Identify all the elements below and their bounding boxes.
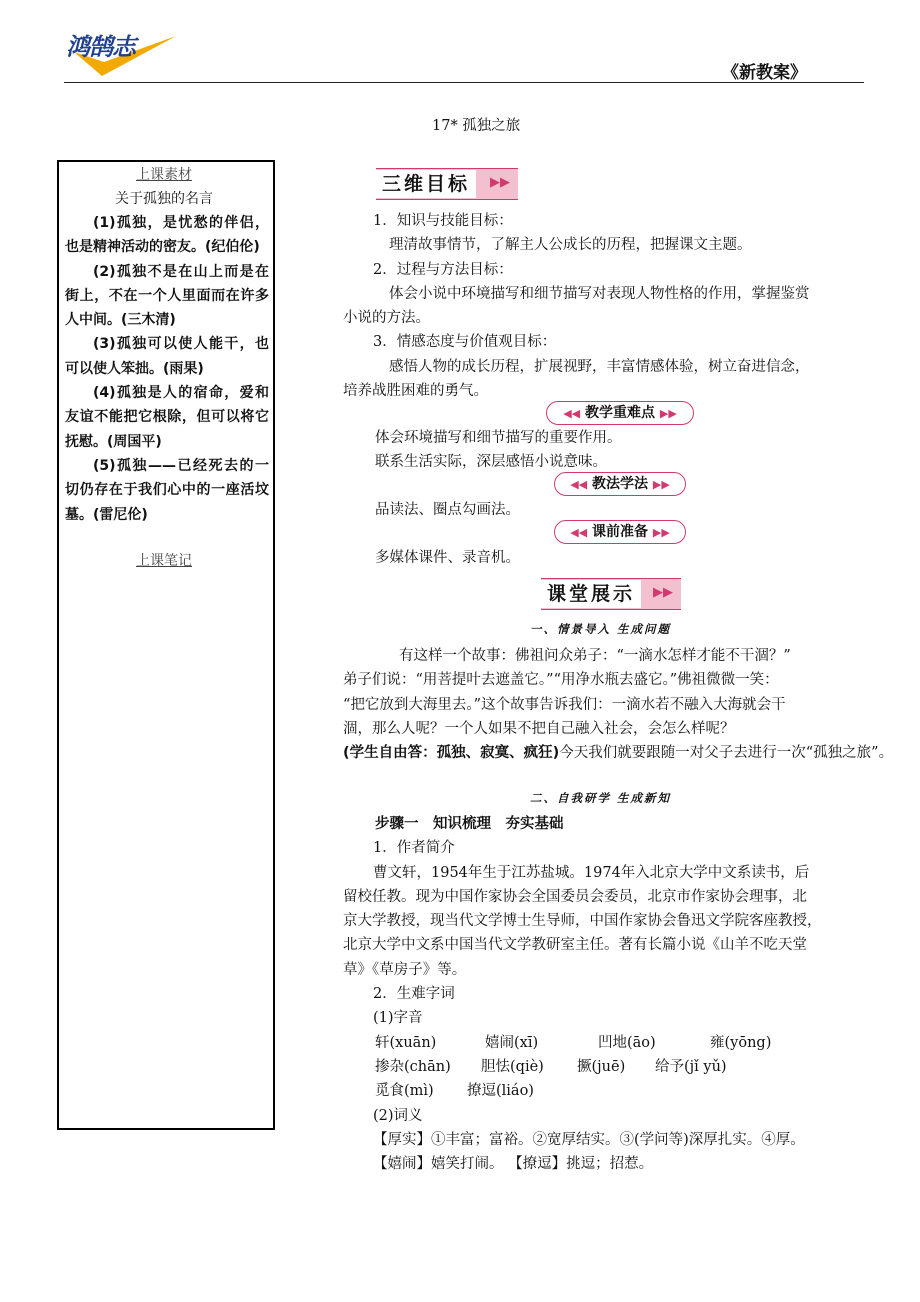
section1-line: 涸，那么人呢？一个人如果不把自己融入社会，会怎么样呢？ xyxy=(343,720,735,737)
pron-item: 觅食(mì) xyxy=(375,1083,434,1100)
header-tag: 《新教案》 xyxy=(722,63,807,83)
arrow-right-icon: ▶▶ xyxy=(659,407,677,420)
pron-row xyxy=(343,1031,868,1055)
quote-list xyxy=(65,211,269,527)
quote-item: (5)孤独——已经死去的一切仍存在于我们心中的一座活坟墓。(雷尼伦) xyxy=(65,457,269,523)
arrow-right-icon: ▶▶ xyxy=(652,526,670,539)
methods-banner xyxy=(554,472,686,496)
pron-item: 撩逗(liáo) xyxy=(467,1083,534,1100)
pron-row xyxy=(343,1055,868,1079)
double-arrow-icon: ▶▶ xyxy=(653,585,673,600)
header-rule xyxy=(64,82,864,83)
quotes-heading: 关于孤独的名言 xyxy=(115,191,213,207)
double-arrow-icon: ▶▶ xyxy=(490,175,510,190)
pron-row xyxy=(343,1079,868,1103)
notes-title: 上课笔记 xyxy=(136,553,192,569)
methods-label: 教法学法 xyxy=(592,476,648,492)
meaning-title: (2)词义 xyxy=(373,1107,423,1124)
key-points-label: 教学重难点 xyxy=(585,405,655,421)
goal-line: 感悟人物的成长历程，扩展视野，丰富情感体验，树立奋进信念， xyxy=(389,358,810,375)
arrow-left-icon: ◀◀ xyxy=(563,407,581,420)
section2-heading: 二、自我研学 生成新知 xyxy=(530,791,672,805)
arrow-right-icon: ▶▶ xyxy=(652,478,670,491)
section2-body xyxy=(343,812,868,1176)
pron-item: 撅(juē) xyxy=(577,1058,626,1075)
quote-item: (3)孤独可以使人能干，也可以使人笨拙。(雨果) xyxy=(65,336,269,377)
goal-line: 1．知识与技能目标： xyxy=(373,213,513,229)
key-point-line: 体会环境描写和细节描写的重要作用。 xyxy=(375,430,622,446)
section1-line: “把它放到大海里去。”这个故事告诉我们：一滴水若不融入大海就会干 xyxy=(343,696,786,713)
goals-block xyxy=(343,209,868,403)
section1-heading: 一、情景导入 生成问题 xyxy=(530,622,672,636)
quote-item: (1)孤独，是忧愁的伴侣，也是精神活动的密友。(纪伯伦) xyxy=(65,215,269,256)
author-line: 留校任教。现为中国作家协会全国委员会委员，北京市作家协会理事，北 xyxy=(343,888,807,905)
key-point-line: 联系生活实际，深层感悟小说意味。 xyxy=(375,454,607,471)
arrow-left-icon: ◀◀ xyxy=(570,478,588,491)
goal-line: 小说的方法。 xyxy=(343,310,430,327)
goals-banner xyxy=(376,168,518,200)
key-points-banner xyxy=(546,401,694,425)
pron-item: 掺杂(chān) xyxy=(375,1058,451,1075)
author-line: 北京大学中文系中国当代文学教研室主任。著有长篇小说《山羊不吃天堂 xyxy=(343,937,807,954)
author-title: 1．作者简介 xyxy=(373,840,455,857)
meaning-line: 【嬉闹】嬉笑打闹。 【撩逗】挑逗；招惹。 xyxy=(373,1156,654,1173)
goals-banner-label: 三维目标 xyxy=(376,170,476,198)
key-points-block xyxy=(343,426,900,475)
goal-line: 体会小说中环境描写和细节描写对表现人物性格的作用，掌握鉴赏 xyxy=(389,285,810,302)
author-line: 曹文轩，1954年生于江苏盐城。1974年入北京大学中文系读书，后 xyxy=(373,864,810,881)
preparation-label: 课前准备 xyxy=(592,524,648,540)
logo: 鸿鹄志 xyxy=(66,33,135,61)
preparation-banner xyxy=(554,520,686,544)
meaning-line: 【厚实】①丰富；富裕。②宽厚结实。③(学问等)深厚扎实。④厚。 xyxy=(373,1131,805,1148)
materials-title: 上课素材 xyxy=(136,167,192,183)
quote-item: (4)孤独是人的宿命，爱和友谊不能把它根除，但可以将它抚慰。(周国平) xyxy=(65,385,269,450)
section1-line: 有这样一个故事：佛祖问众弟子：“一滴水怎样才能不干涸？” xyxy=(399,648,791,664)
quote-item: (2)孤独不是在山上而是在街上，不在一个人里面而在许多人中间。(三木清) xyxy=(65,263,269,329)
arrow-left-icon: ◀◀ xyxy=(570,526,588,539)
preparation-text: 多媒体课件、录音机。 xyxy=(375,550,520,566)
lesson-title: 17* 孤独之旅 xyxy=(432,118,521,134)
goal-line: 培养战胜困难的勇气。 xyxy=(343,383,488,400)
section1-last-line xyxy=(343,741,894,765)
pron-title: (1)字音 xyxy=(373,1010,423,1027)
section1-line: 弟子们说：“用菩提叶去遮盖它。”“用净水瓶去盛它。”佛祖微微一笑： xyxy=(343,672,779,689)
section1-body xyxy=(343,644,894,765)
pron-item: 雍(yōng) xyxy=(710,1034,772,1051)
pron-item: 轩(xuān) xyxy=(375,1034,437,1051)
pron-item: 嬉闹(xī) xyxy=(485,1034,539,1051)
author-line: 京大学教授，现当代文学博士生导师，中国作家协会鲁迅文学院客座教授， xyxy=(343,913,822,930)
methods-text: 品读法、圈点勾画法。 xyxy=(375,502,520,518)
classroom-banner xyxy=(541,578,681,610)
pron-item: 胆怯(qiè) xyxy=(481,1058,544,1075)
pron-item: 给予(jǐ yǔ) xyxy=(655,1058,727,1075)
goal-line: 2．过程与方法目标： xyxy=(373,261,513,278)
step-heading: 步骤一 知识梳理 夯实基础 xyxy=(375,816,564,832)
classroom-banner-label: 课堂展示 xyxy=(541,580,641,608)
goal-line: 3．情感态度与价值观目标： xyxy=(373,334,557,351)
pron-item: 凹地(āo) xyxy=(598,1034,656,1051)
student-answer: (学生自由答：孤独、寂寞、疯狂) xyxy=(343,745,560,762)
section1-tail: 今天我们就要跟随一对父子去进行一次“孤独之旅”。 xyxy=(559,745,894,762)
author-line: 草》《草房子》等。 xyxy=(343,961,467,978)
goal-line: 理清故事情节，了解主人公成长的历程，把握课文主题。 xyxy=(389,237,752,254)
words-title: 2．生难字词 xyxy=(373,986,455,1003)
